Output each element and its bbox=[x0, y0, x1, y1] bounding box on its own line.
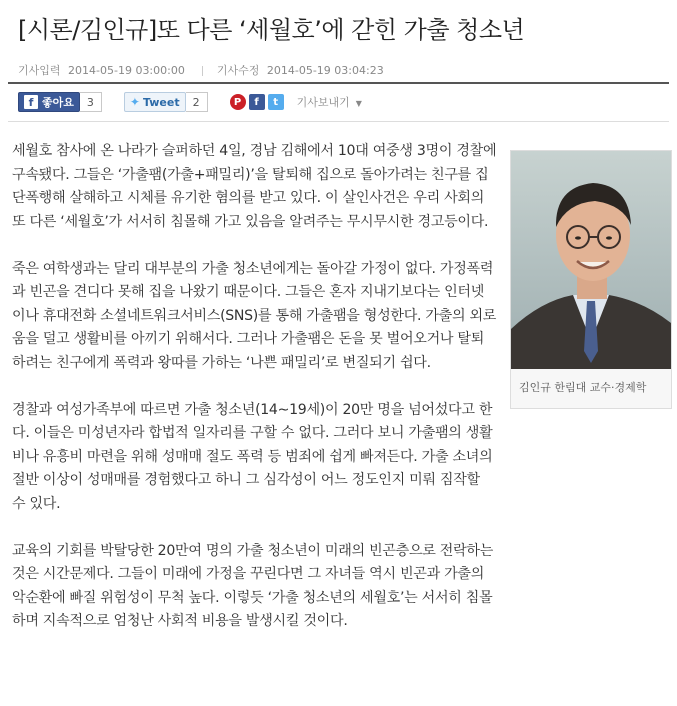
photo-caption: 김인규 한림대 교수·경제학 bbox=[519, 381, 647, 394]
chevron-down-icon: ▼ bbox=[355, 99, 362, 108]
author-photo bbox=[511, 151, 671, 369]
twitter-share-icon[interactable]: t bbox=[268, 94, 284, 110]
meta-divider bbox=[202, 66, 203, 76]
article-meta bbox=[18, 62, 388, 78]
twitter-bird-icon: ✦ bbox=[129, 95, 140, 109]
like-count: 3 bbox=[80, 92, 102, 112]
send-article-label: 기사보내기 bbox=[296, 96, 350, 109]
tweet-button[interactable] bbox=[124, 92, 186, 112]
modified-label: 기사수정 bbox=[216, 64, 260, 77]
paragraph: 경찰과 여성가족부에 따르면 가출 청소년(14∼19세)이 20만 명을 넘어섰다고 한다. 이들은 미성년자라 합법적 일자리를 구할 수 없다. 그러다 보니 가출팸의 생활비나 유흥비 마련을 위해 성매매 절도 폭력 등 범죄에 쉽게 빠져든다. 가출 소녀의 절반 이상이 성매매를 경험했다고 하니 그 심각성이 어느 정도인지 미뤄 짐작할 수 있다. bbox=[12, 401, 493, 512]
header-divider bbox=[8, 82, 669, 84]
pinterest-icon[interactable]: P bbox=[230, 94, 246, 110]
share-bar bbox=[18, 91, 362, 113]
like-label: 좋아요 bbox=[42, 96, 74, 109]
published-date: 2014-05-19 03:00:00 bbox=[68, 64, 185, 77]
paragraph: 교육의 기회를 박탈당한 20만여 명의 가출 청소년이 미래의 빈곤층으로 전락하는 것은 시간문제다. 그들이 미래에 가정을 꾸린다면 그 자녀들 역시 빈곤과 가출의 악순환에 빠질 위험성이 무척 높다. 이렇듯 ‘가출 청소년의 세월호’는 서서히 침몰하며 지속적으로 엄청난 사회적 비용을 발생시킬 것이다. bbox=[12, 542, 494, 629]
facebook-like-button[interactable] bbox=[18, 92, 80, 112]
paragraph: 세월호 참사에 온 나라가 슬퍼하던 4일, 경남 김해에서 10대 여중생 3명이 경찰에 구속됐다. 그들은 ‘가출팸(가출+패밀리)’을 탈퇴해 집으로 돌아가려는 친구를 집단폭행해 살해하고 시체를 유기한 혐의를 받고 있다. 이 살인사건은 우리 사회의 또 다른 ‘세월호’가 서서히 침몰해 가고 있음을 알려주는 무시무시한 경고등이다. bbox=[12, 143, 497, 230]
tweet-count: 2 bbox=[186, 92, 208, 112]
author-photo-box bbox=[510, 150, 672, 409]
paragraph: 죽은 여학생과는 달리 대부분의 가출 청소년에게는 돌아갈 가정이 없다. 가정폭력과 빈곤을 견디다 못해 집을 나왔기 때문이다. 그들은 혼자 지내기보다는 인터넷이나 휴대전화 소셜네트워크서비스(SNS)를 통해 가출팸을 형성한다. 가출의 외로움을 덜고 생활비를 아끼기 위해서다. 그러나 가출팸은 돈을 못 벌어오거나 탈퇴하려는 친구에게 폭력과 왕따를 가하는 ‘나쁜 패밀리’로 변질되기 쉽다. bbox=[12, 260, 497, 371]
share-divider bbox=[8, 121, 669, 122]
facebook-icon: f bbox=[24, 95, 38, 109]
published-label: 기사입력 bbox=[18, 64, 61, 77]
article-body bbox=[12, 140, 497, 657]
send-article-button[interactable] bbox=[297, 94, 362, 110]
tweet-label: Tweet bbox=[142, 95, 180, 109]
article-title: [시론/김인규]또 다른 ‘세월호’에 갇힌 가출 청소년 bbox=[18, 16, 525, 44]
facebook-share-icon[interactable]: f bbox=[249, 94, 265, 110]
modified-date: 2014-05-19 03:04:23 bbox=[266, 64, 384, 77]
